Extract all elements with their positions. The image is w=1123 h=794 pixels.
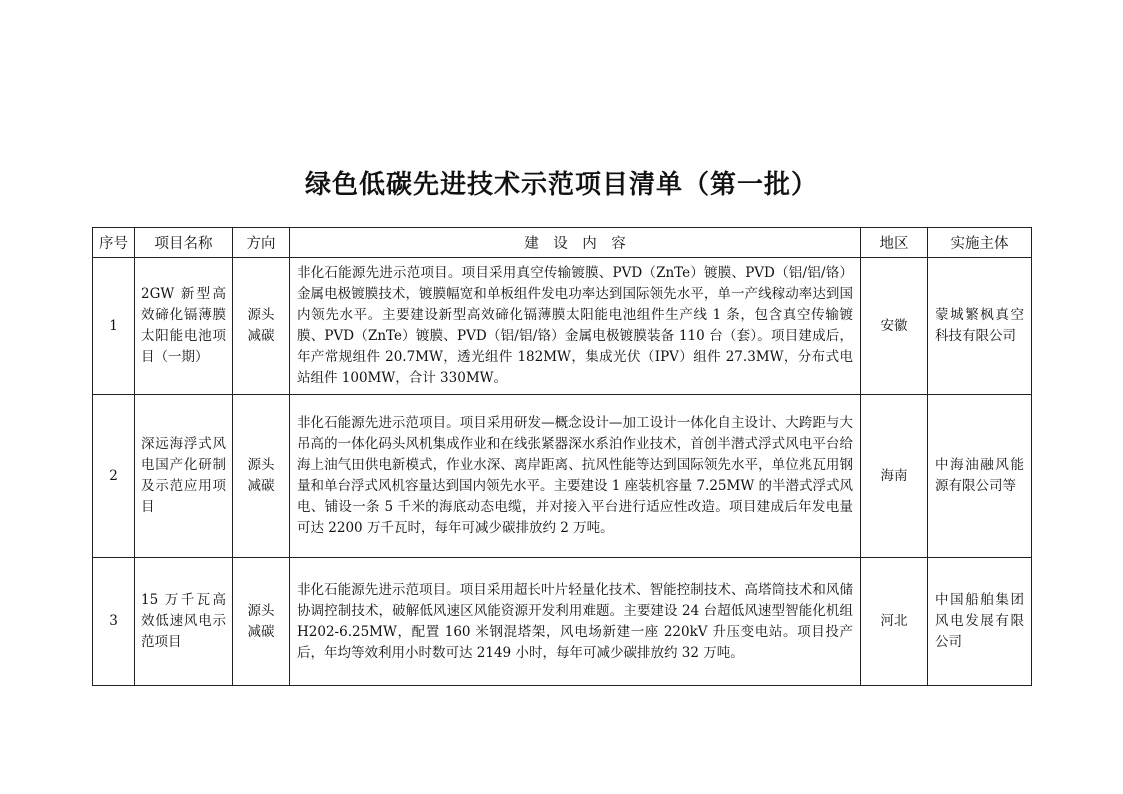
direction-text: 源头减碳 [247,307,275,344]
direction-text: 源头减碳 [247,457,275,494]
cell-entity: 中国船舶集团风电发展有限公司 [928,558,1032,686]
cell-no: 1 [93,258,135,395]
cell-no: 2 [93,395,135,558]
header-content: 建 设 内 容 [290,228,861,258]
cell-region: 海南 [861,395,928,558]
table-row [93,558,1032,686]
table-header-row [93,228,1032,258]
header-entity: 实施主体 [928,228,1032,258]
header-name: 项目名称 [135,228,233,258]
cell-direction [233,258,290,395]
cell-entity: 中海油融风能源有限公司等 [928,395,1032,558]
header-direction: 方向 [233,228,290,258]
direction-text: 源头减碳 [247,602,275,640]
header-region: 地区 [861,228,928,258]
table-row [93,258,1032,395]
project-list-table [92,227,1032,686]
cell-direction [233,558,290,686]
cell-content: 非化石能源先进示范项目。项目采用超长叶片轻量化技术、智能控制技术、高塔筒技术和风储协调控制技术，破解低风速区风能资源开发利用难题。主要建设 24 台超低风速型智能化机组 H202-6.25MW，配置 160 米钢混塔架，风电场新建一座 220kV 升压变电站。项目投产后，年均等效利用小时数可达 2149 小时，每年可减少碳排放约 32 万吨。 [290,558,861,686]
table-row [93,395,1032,558]
header-no: 序号 [93,228,135,258]
cell-name: 15 万千瓦高效低速风电示范项目 [135,558,233,686]
cell-name: 2GW 新型高效碲化镉薄膜太阳能电池项目（一期） [135,258,233,395]
cell-region: 河北 [861,558,928,686]
cell-no: 3 [93,558,135,686]
cell-entity: 蒙城繁枫真空科技有限公司 [928,258,1032,395]
cell-region: 安徽 [861,258,928,395]
page-title: 绿色低碳先进技术示范项目清单（第一批） [304,170,818,200]
cell-direction [233,395,290,558]
cell-content: 非化石能源先进示范项目。项目采用研发—概念设计—加工设计一体化自主设计、大跨距与大吊高的一体化码头风机集成作业和在线张紧器深水系泊作业技术，首创半潜式浮式风电平台给海上油气田供电新模式，作业水深、离岸距离、抗风性能等达到国际领先水平，单位兆瓦用钢量和单台浮式风机容量达到国内领先水平。主要建设 1 座装机容量 7.25MW 的半潜式浮式风电、铺设一条 5 千米的海底动态电缆，并对接入平台进行适应性改造。项目建成后年发电量可达 2200 万千瓦时，每年可减少碳排放约 2 万吨。 [290,395,861,558]
cell-content: 非化石能源先进示范项目。项目采用真空传输镀膜、PVD（ZnTe）镀膜、PVD（铝/铝/铬）金属电极镀膜技术，镀膜幅宽和单板组件发电功率达到国际领先水平，单一产线稼动率达到国内领先水平。主要建设新型高效碲化镉薄膜太阳能电池组件生产线 1 条，包含真空传输镀膜、PVD（ZnTe）镀膜、PVD（铝/铝/铬）金属电极镀膜装备 110 台（套）。项目建成后，年产常规组件 20.7MW，透光组件 182MW，集成光伏（IPV）组件 27.3MW，分布式电站组件 100MW，合计 330MW。 [290,258,861,395]
cell-name: 深远海浮式风电国产化研制及示范应用项目 [135,395,233,558]
